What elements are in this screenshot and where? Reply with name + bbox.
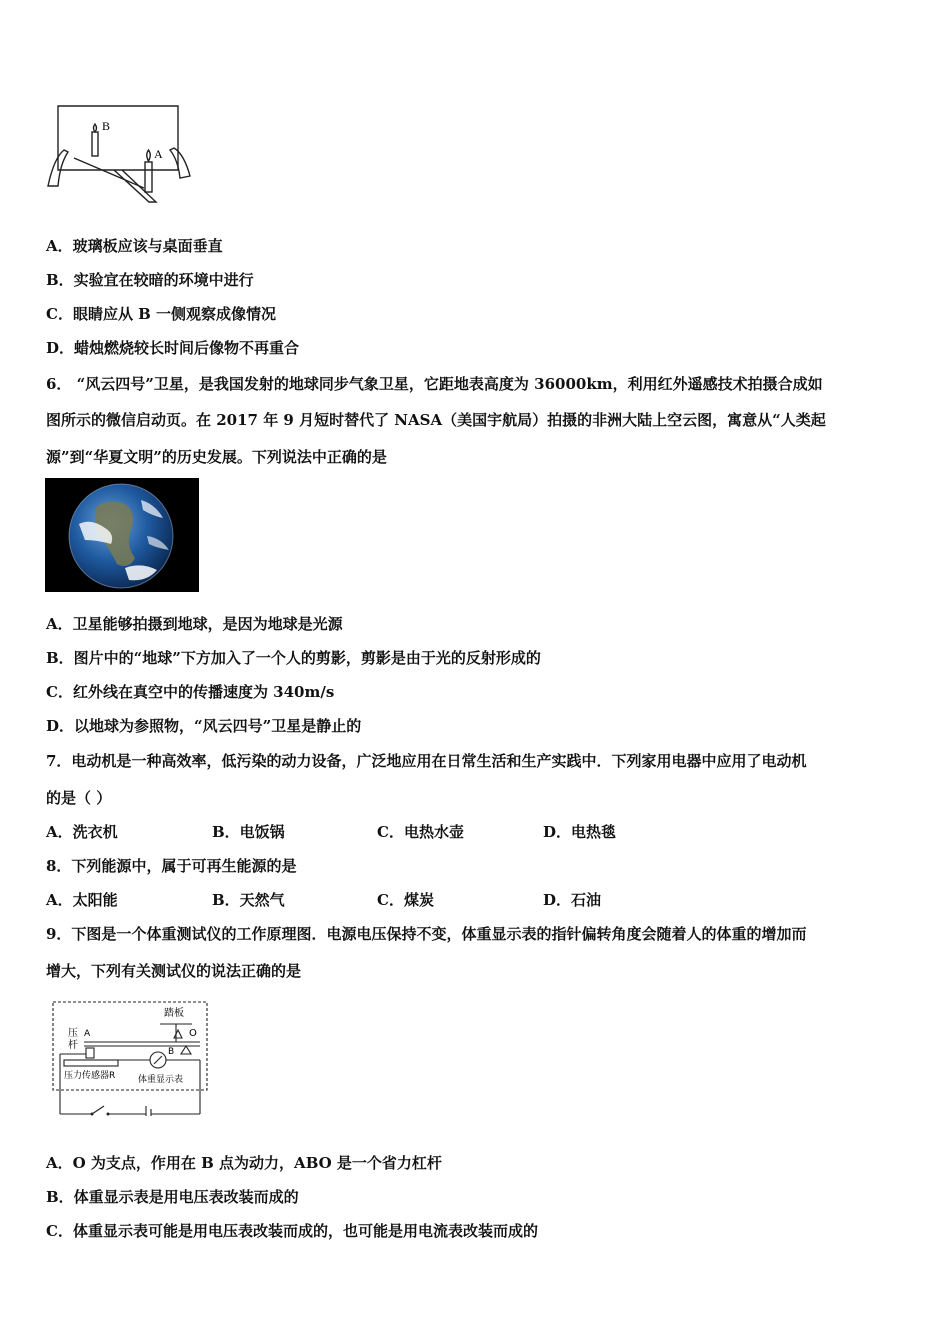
q8-options [46, 890, 906, 910]
q9-stem-line-2: 增大，下列有关测试仪的说法正确的是 [46, 962, 302, 980]
q8-option-d: D．石油 [543, 891, 602, 909]
q5-option-c: C．眼睛应从 B 一侧观察成像情况 [46, 305, 277, 323]
q5-option-b: B．实验宜在较暗的环境中进行 [46, 271, 254, 289]
q5-option-d: D．蜡烛燃烧较长时间后像物不再重合 [46, 339, 300, 357]
weighing-circuit-figure [50, 998, 214, 1116]
q6-option-b: B．图片中的“地球”下方加入了一个人的剪影，剪影是由于光的反射形成的 [46, 649, 541, 667]
q6-stem-line-3: 源”到“华夏文明”的历史发展。下列说法中正确的是 [46, 448, 387, 466]
q9-option-c: C．体重显示表可能是用电压表改装而成的，也可能是用电流表改装而成的 [46, 1222, 538, 1240]
q8-option-b: B．天然气 [212, 891, 285, 909]
q7-options [46, 822, 906, 842]
q8-stem: 8．下列能源中，属于可再生能源的是 [46, 857, 297, 875]
q5-option-a: A．玻璃板应该与桌面垂直 [46, 237, 223, 255]
q7-stem-line-1: 7．电动机是一种高效率，低污染的动力设备，广泛地应用在日常生活和生产实践中．下列家用电器中应用了电动机 [46, 752, 807, 770]
q6-option-c: C．红外线在真空中的传播速度为 340m/s [46, 683, 335, 701]
q7-option-d: D．电热毯 [543, 823, 617, 841]
label-a-point: A [84, 1029, 91, 1039]
q7-stem-line-2: 的是（ ） [46, 789, 112, 807]
q7-option-b: B．电饭锅 [212, 823, 285, 841]
mirror-experiment-figure [44, 98, 194, 210]
q6-option-d: D．以地球为参照物，“风云四号”卫星是静止的 [46, 717, 362, 735]
earth-image [45, 478, 199, 592]
q6-option-a: A．卫星能够拍摄到地球，是因为地球是光源 [46, 615, 343, 633]
label-a: A [154, 147, 163, 161]
label-press-rod-1: 压 [68, 1028, 78, 1039]
label-sensor: 压力传感器R [64, 1071, 116, 1081]
label-press-rod-2: 杆 [68, 1040, 78, 1051]
q9-option-b: B．体重显示表是用电压表改装而成的 [46, 1188, 299, 1206]
label-b-point: B [168, 1047, 175, 1057]
label-b: B [102, 119, 111, 133]
label-o: O [189, 1028, 197, 1039]
q7-option-c: C．电热水壶 [377, 823, 464, 841]
q7-option-a: A．洗衣机 [46, 823, 118, 841]
q8-option-c: C．煤炭 [377, 891, 434, 909]
q8-option-a: A．太阳能 [46, 891, 118, 909]
q6-stem-line-1: 6． “风云四号”卫星，是我国发射的地球同步气象卫星，它距地表高度为 36000km，利用红外遥感技术拍摄合成如 [46, 375, 823, 393]
q9-stem-line-1: 9．下图是一个体重测试仪的工作原理图．电源电压保持不变，体重显示表的指针偏转角度会随着人的体重的增加而 [46, 925, 807, 943]
q6-stem-line-2: 图所示的微信启动页。在 2017 年 9 月短时替代了 NASA（美国宇航局）拍摄的非洲大陆上空云图，寓意从“人类起 [46, 411, 826, 429]
label-pedal: 踏板 [164, 1008, 184, 1019]
q9-option-a: A．O 为支点，作用在 B 点为动力，ABO 是一个省力杠杆 [46, 1154, 442, 1172]
label-display: 体重显示表 [138, 1075, 184, 1085]
